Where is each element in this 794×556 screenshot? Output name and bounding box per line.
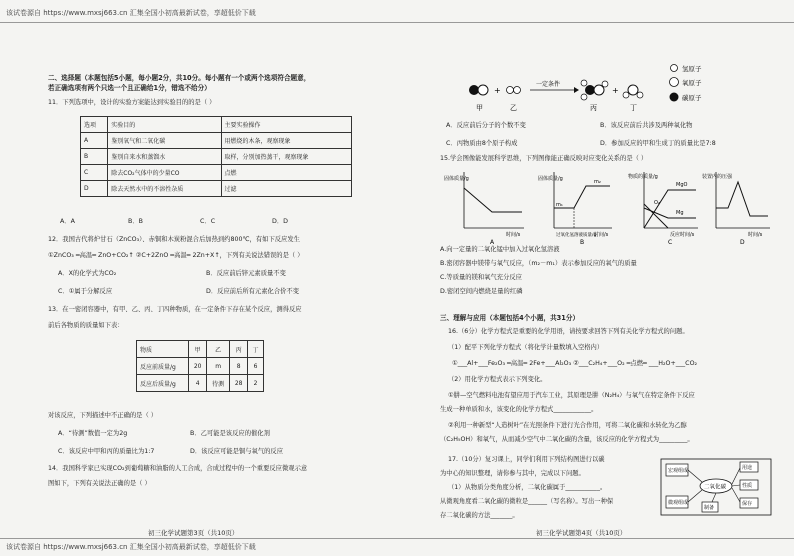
graph-b-letter: B <box>580 239 585 244</box>
footer-left: 初三化学试题第3页（共10页） <box>148 529 239 537</box>
q16-part2: （2）用化学方程式表示下列变化。 <box>448 376 547 383</box>
graph-a-line <box>464 188 522 212</box>
q12-equation: ①ZnCO₃ ═高温═ ZnO+CO₂↑ ②C+2ZnO ═高温═ 2Zn+X↑，下列有关说法错误的是（ ） <box>48 252 304 259</box>
legend-oxygen-icon <box>670 78 679 87</box>
diagram-label-ding: 丁 <box>630 104 637 112</box>
q13-option-b: B．乙可能是该反应的催化剂 <box>190 430 270 437</box>
hydrogen-atom <box>581 80 587 86</box>
q16-part2-line2: 生成一种单质和水，该变化的化学方程式____________。 <box>440 406 598 413</box>
hydrogen-atom <box>637 92 643 98</box>
mindmap-storage: 保存 <box>742 501 753 507</box>
q12-option-c: C．①属于分解反应 <box>58 288 113 295</box>
graph-b <box>538 172 612 244</box>
q11-option-c: C．C <box>200 218 216 225</box>
mindmap-link <box>732 488 740 502</box>
q14-option-d: D．参加反应的甲和生成丁的质量比是7:8 <box>600 140 716 147</box>
mindmap-link <box>712 493 716 502</box>
q11-option-b: B．B <box>128 218 143 225</box>
q12-text: 12．我国古代将炉甘石（ZnCO₃）、赤铜和木炭粉混合后加热到约800℃，有如下反应发生 <box>48 236 300 243</box>
q13-table <box>136 340 264 392</box>
graph-c-xlabel: 反应时间/s <box>670 232 695 238</box>
q13-text: 13．在一密闭容器中，有甲、乙、丙、丁四种物质，在一定条件下存在某个反应，测得反应 <box>48 306 302 313</box>
q11-cell: A <box>81 133 108 149</box>
q11-cell: 点燃 <box>221 165 351 181</box>
q15-option-c: C.等质量的镁和氧气充分反应 <box>440 274 522 281</box>
arrow-condition: 一定条件 <box>536 81 561 88</box>
mindmap-link <box>732 485 740 486</box>
q13-header-cell: 丁 <box>248 341 264 358</box>
graph-c <box>628 172 698 244</box>
q16-equations: ①___Al+___Fe₂O₃ ═高温═ 2Fe+___Al₂O₃ ②___C₂H₄+___O₂ ═点燃═ ___H₂O+___CO₂ <box>452 360 698 367</box>
q13-header-cell: 物质 <box>137 341 189 358</box>
q11-cell: 用燃烧的木条，观察现象 <box>221 133 351 149</box>
plus-sign: + <box>612 86 619 95</box>
graph-c-ylabel: 物质的质量/g <box>628 174 658 180</box>
graph-a-xlabel: 时间/s <box>506 232 521 238</box>
q11-cell: D <box>81 181 108 197</box>
legend-hydrogen: 氢原子 <box>682 65 702 73</box>
mindmap-link <box>688 470 702 482</box>
q11-cell: 鉴别氧气和二氧化碳 <box>108 133 221 149</box>
q11-cell: C <box>81 165 108 181</box>
graph-d-xlabel: 时间/s <box>748 232 763 238</box>
graph-a-ylabel: 固体质量/g <box>444 176 469 182</box>
q13-cell: 4 <box>189 375 207 392</box>
q16-part2-line3: ②利用一种新型“人造树叶”在光照条件下进行光合作用，可将二氧化碳和水转化为乙醇 <box>448 422 687 429</box>
q17-line2: 为中心的知识整理，请你参与其中，完成以下问题。 <box>440 470 585 477</box>
q11-header-cell: 实验目的 <box>108 117 221 133</box>
q11-cell: 过滤 <box>221 181 351 197</box>
q13-cell: 8 <box>230 358 248 375</box>
section2-title: 二、选择题（本题包括5小题，每小题2分，共10分。每小题有一个或两个选项符合题意， <box>48 74 311 82</box>
mindmap-center: 二氧化碳 <box>704 484 727 491</box>
mindmap-macro: 宏观组成 <box>668 468 689 474</box>
graph-b-m2: m₂ <box>594 179 601 185</box>
graph-b-note: 过氧化氢溶液质量/g <box>556 233 597 238</box>
q16-part2-line4: （C₂H₅OH）和氧气，从而减少空气中二氧化碳的含量，该反应的化学方程式为_________。 <box>440 436 694 443</box>
diagram-label-jia: 甲 <box>476 104 483 112</box>
legend-hydrogen-icon <box>671 65 678 72</box>
q11-header-cell: 选项 <box>81 117 108 133</box>
q16-part2-line1: ①肼—空气燃料电池有望应用于汽车工业，其原理是肼（N₂H₄）与氧气在特定条件下反应 <box>448 392 695 399</box>
q12-option-b: B．反应前后锌元素质量不变 <box>206 270 286 277</box>
mindmap-micro: 微观组成 <box>668 500 689 506</box>
q14-text: 14．我国科学家已实现CO₂到葡萄糖和油脂的人工合成，合成过程中的一个重要反应微观示意 <box>48 465 308 472</box>
q15-text: 15.学会图像能发展科学思维，下列图像能正确反映对应变化关系的是（ ） <box>440 155 648 162</box>
q13-cell: 20 <box>189 358 207 375</box>
oxygen-atom <box>478 85 488 95</box>
q13-header-cell: 丙 <box>230 341 248 358</box>
mindmap-prep: 制备 <box>704 505 715 511</box>
hydrogen-atom <box>507 87 514 94</box>
q13-cell: m <box>207 358 230 375</box>
q13-subtext: 前后各物质的质量如下表： <box>48 322 124 329</box>
q11-cell: 除去天然水中的不溶性杂质 <box>108 181 221 197</box>
q13-cell: 反应前质量/g <box>137 358 189 375</box>
graph-d-letter: D <box>740 239 745 244</box>
hydrogen-atom <box>581 94 587 100</box>
q14-subtext: 图如下，下列有关说法正确的是（ ） <box>48 480 151 487</box>
q11-text: 11．下列选项中，设计的实验方案能达到实验目的的是（ ） <box>48 99 216 106</box>
arrow-head <box>574 87 579 93</box>
watermark-bottom: 该试卷源自 https://www.mxsj663.cn 汇集全国小初高最新试卷，享超低价下载 <box>6 543 256 551</box>
graph-b-ylabel: 固体质量/g <box>538 176 563 182</box>
q11-cell: 取样，分别加热蒸干，观察现象 <box>221 149 351 165</box>
q17-line5: 存二氧化碳的方法_______。 <box>440 512 519 519</box>
diagram-label-yi: 乙 <box>510 104 517 112</box>
graph-c-series-mgo: MgO <box>676 182 688 188</box>
q13-cell: 待测 <box>207 375 230 392</box>
oxygen-atom <box>594 85 604 95</box>
q17-line4: 从微观角度看二氧化碳的微粒是______（写名称）。写出一种保 <box>440 498 614 505</box>
q13-header-cell: 乙 <box>207 341 230 358</box>
legend-carbon: 碳原子 <box>682 94 702 102</box>
q12-option-d: D．反应前后所有元素化合价不变 <box>206 288 300 295</box>
section3-title: 三、理解与应用（本题包括4个小题，共31分） <box>440 314 580 322</box>
q14-option-a: A．反应前后分子的个数不变 <box>446 122 526 129</box>
mindmap-use: 用途 <box>742 465 753 471</box>
q16-text: 16.（6分）化学方程式是重要的化学用语，请按要求回答下列有关化学方程式的问题。 <box>448 328 689 335</box>
graph-c-letter: C <box>668 239 673 244</box>
oxygen-atom <box>628 85 638 95</box>
q13-header-cell: 甲 <box>189 341 207 358</box>
graph-b-m1: m₁ <box>556 202 563 208</box>
q17-line3: （1）从物质分类角度分析，二氧化碳属于___________。 <box>448 484 607 491</box>
hydrogen-atom <box>514 87 521 94</box>
q17-mindmap <box>660 458 772 516</box>
q11-header-cell: 主要实验操作 <box>221 117 351 133</box>
graph-c-series-o2: O₂ <box>654 200 660 206</box>
plus-sign: + <box>494 86 501 95</box>
divider <box>0 538 794 539</box>
q14-molecule-diagram <box>460 60 770 112</box>
graph-d-ylabel: 装置内的压强 <box>702 174 733 180</box>
q11-option-d: D．D <box>272 218 288 225</box>
q13-cell: 2 <box>248 375 264 392</box>
mindmap-property: 性质 <box>742 483 753 489</box>
graph-c-series-mg: Mg <box>676 210 684 216</box>
q13-option-c: C．该反应中甲和丙的质量比为1:7 <box>58 448 155 455</box>
watermark-top: 该试卷源自 https://www.mxsj663.cn 汇集全国小初高最新试卷，享超低价下载 <box>6 9 256 17</box>
q11-cell: B <box>81 149 108 165</box>
q13-cell: 6 <box>248 358 264 375</box>
legend-carbon-icon <box>670 93 679 102</box>
q16-part1: （1）配平下列化学方程式（将化学计量数填入空格内） <box>448 344 604 351</box>
graph-a-letter: A <box>490 239 495 244</box>
q11-cell: 除去CO₂气体中的少量CO <box>108 165 221 181</box>
q13-option-a: A．“待测”数值一定为2g <box>58 430 128 437</box>
q17-text: 17.（10分）复习课上，同学们利用下列结构图进行以碳 <box>448 456 605 463</box>
q14-option-b: B．该反应前后共涉及两种氧化物 <box>600 122 693 129</box>
q13-option-d: D．该反应可能是铜与氧气的反应 <box>190 448 284 455</box>
graph-c-mgo-line <box>644 190 696 228</box>
q12-option-a: A．X的化学式为CO₂ <box>58 270 117 277</box>
q15-option-a: A.向一定量的二氧化锰中加入过氧化氢溶液 <box>440 246 560 253</box>
q15-option-b: B.密闭容器中镁带与氧气反应，（m₂－m₁）表示参加反应的氧气的质量 <box>440 260 637 267</box>
legend-oxygen: 氧原子 <box>682 79 702 87</box>
divider <box>0 22 794 23</box>
footer-right: 初三化学试题第4页（共10页） <box>536 529 627 537</box>
q14-option-c: C．丙物质由8个原子构成 <box>446 140 518 147</box>
q11-cell: 鉴别自来水和蒸馏水 <box>108 149 221 165</box>
mindmap-link <box>688 490 702 502</box>
q11-table <box>80 116 352 197</box>
q15-option-d: D.密闭空间内燃烧足量的红磷 <box>440 288 523 295</box>
q13-ask: 对该反应，下列描述中不正确的是（ ） <box>48 412 158 419</box>
graph-a <box>444 172 524 244</box>
section2-subtitle: 若正确选项有两个只选一个且正确给1分，错选不给分） <box>48 84 211 92</box>
hydrogen-atom <box>602 81 608 87</box>
mindmap-link <box>732 468 740 484</box>
q15-graphs <box>444 168 774 244</box>
diagram-label-bing: 丙 <box>590 104 597 112</box>
q11-option-a: A．A <box>60 218 75 225</box>
q13-cell: 28 <box>230 375 248 392</box>
hydrogen-atom <box>623 92 629 98</box>
graph-b-xlabel: 时间/s <box>594 232 609 238</box>
graph-d-line <box>716 182 768 216</box>
q13-cell: 反应后质量/g <box>137 375 189 392</box>
graph-d <box>702 172 770 244</box>
